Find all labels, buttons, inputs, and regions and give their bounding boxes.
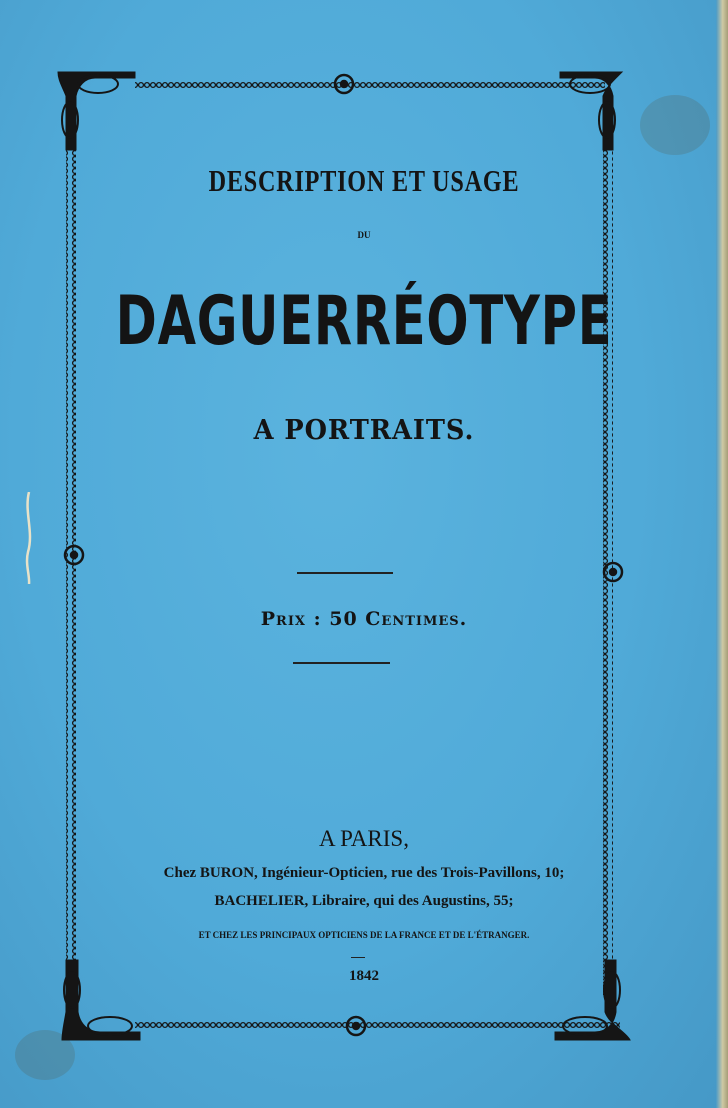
- divider: [297, 572, 393, 574]
- subtitle: A PORTRAITS.: [253, 415, 475, 446]
- publisher-line-3: ET CHEZ LES PRINCIPAUX OPTICIENS DE LA FRANCE ET DE L'ÉTRANGER.: [198, 930, 530, 940]
- city-label: A PARIS,: [319, 826, 409, 851]
- publisher-line-1: Chez BURON, Ingénieur-Opticien, rue des Trois-Pavillons, 10;: [163, 865, 565, 881]
- price-label: Prix : 50 Centimes.: [260, 608, 468, 630]
- year-label: 1842: [349, 968, 379, 984]
- publisher-line-2: BACHELIER, Libraire, qui des Augustins, 55;: [214, 893, 514, 909]
- title-line-1: DESCRIPTION ET USAGE: [208, 163, 520, 198]
- divider: [351, 957, 365, 958]
- main-title: DAGUERRÉOTYPE: [115, 282, 613, 361]
- title-line-2: DU: [357, 230, 371, 240]
- divider: [293, 662, 390, 664]
